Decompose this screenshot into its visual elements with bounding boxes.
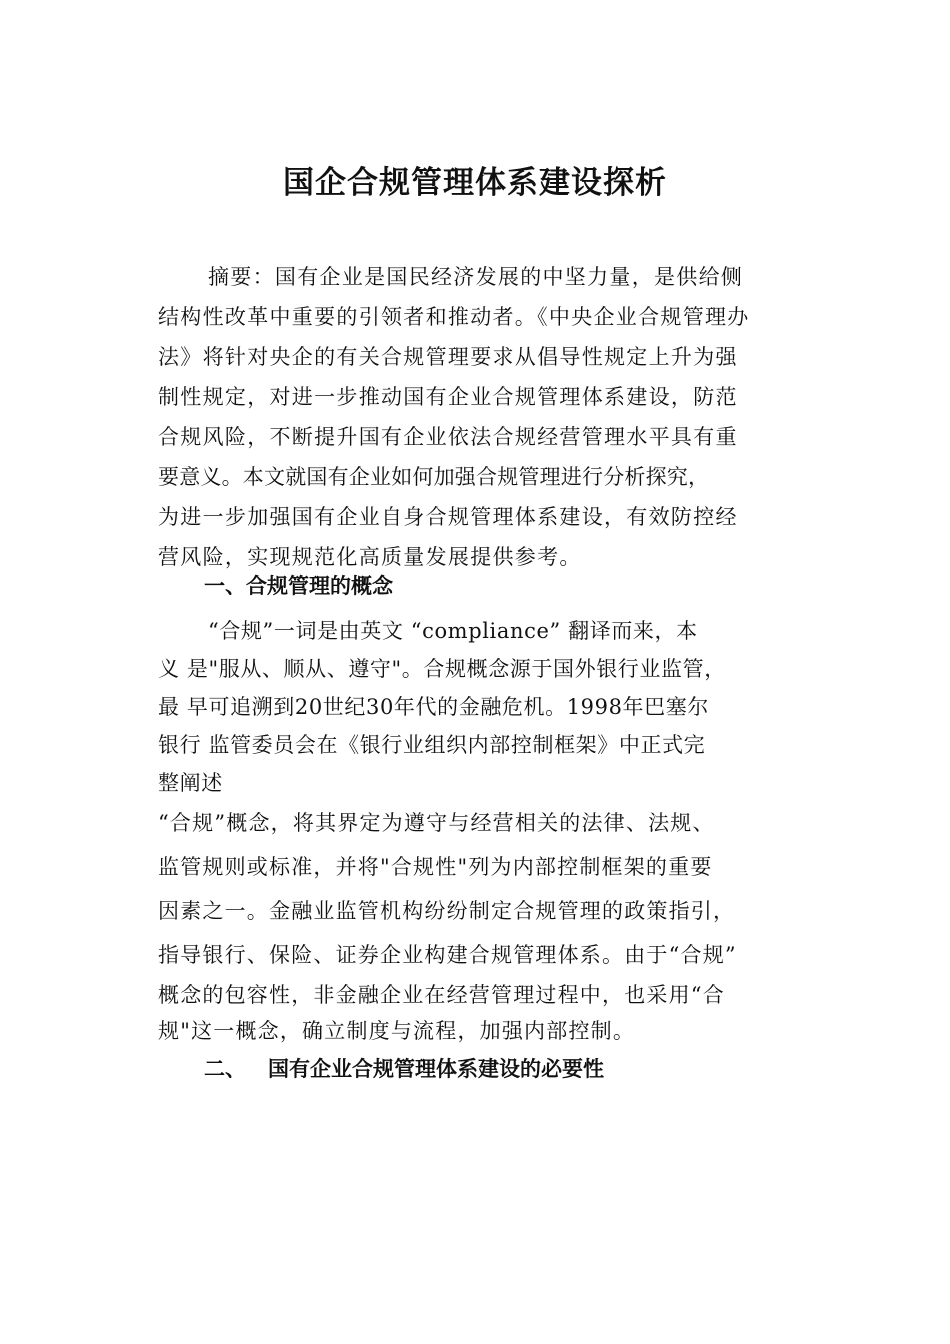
section1-paragraph-1 [158,612,823,802]
abstract-line: 摘要：国有企业是国民经济发展的中坚力量，是供给侧 [208,265,744,289]
body-line: “合规”一词是由英文 “compliance” 翻译而来，本 [208,619,698,643]
section-heading-2 [204,1049,604,1089]
body-line: 义 是"服从、顺从、遵守"。合规概念源于国外银行业监管， [158,657,726,681]
body-line: 概念的包容性，非金融企业在经营管理过程中，也采用“合 [158,983,725,1007]
abstract-line: 营风险，实现规范化高质量发展提供参考。 [158,545,582,569]
section1-paragraph-2 [158,801,823,1049]
abstract-line: 法》将针对央企的有关合规管理要求从倡导性规定上升为强 [158,345,738,369]
body-line: 因素之一。金融业监管机构纷纷制定合规管理的政策指引， [158,899,736,923]
body-line: 监管规则或标准，并将"合规性"列为内部控制框架的重要 [158,855,713,879]
body-line: 规"这一概念，确立制度与流程，加强内部控制。 [158,1019,636,1043]
section-heading-number: 二、 [204,1057,246,1081]
body-line: 银行 监管委员会在《银行业组织内部控制框架》中正式完 [158,733,706,757]
abstract-line: 合规风险，不断提升国有企业依法合规经营管理水平具有重 [158,425,738,449]
section-heading-text: 国有企业合规管理体系建设的必要性 [268,1057,604,1081]
body-line: “合规”概念，将其界定为遵守与经营相关的法律、法规、 [158,811,715,835]
abstract-line: 结构性改革中重要的引领者和推动者。《中央企业合规管理办 [158,305,750,329]
body-line: 整阐述 [158,771,223,795]
abstract-line: 要意义。本文就国有企业如何加强合规管理进行分析探究， [158,465,710,489]
abstract-line: 制性规定，对进一步推动国有企业合规管理体系建设，防范 [158,385,738,409]
abstract-line: 为进一步加强国有企业自身合规管理体系建设，有效防控经 [158,505,738,529]
body-line: 最 早可追溯到20世纪30年代的金融危机。1998年巴塞尔 [158,695,709,719]
document-title: 国企合规管理体系建设探析 [283,165,667,201]
abstract-paragraph [158,257,823,577]
body-line: 指导银行、保险、证券企业构建合规管理体系。由于“合规” [158,943,737,967]
section-heading-1: 一、合规管理的概念 [204,574,393,598]
